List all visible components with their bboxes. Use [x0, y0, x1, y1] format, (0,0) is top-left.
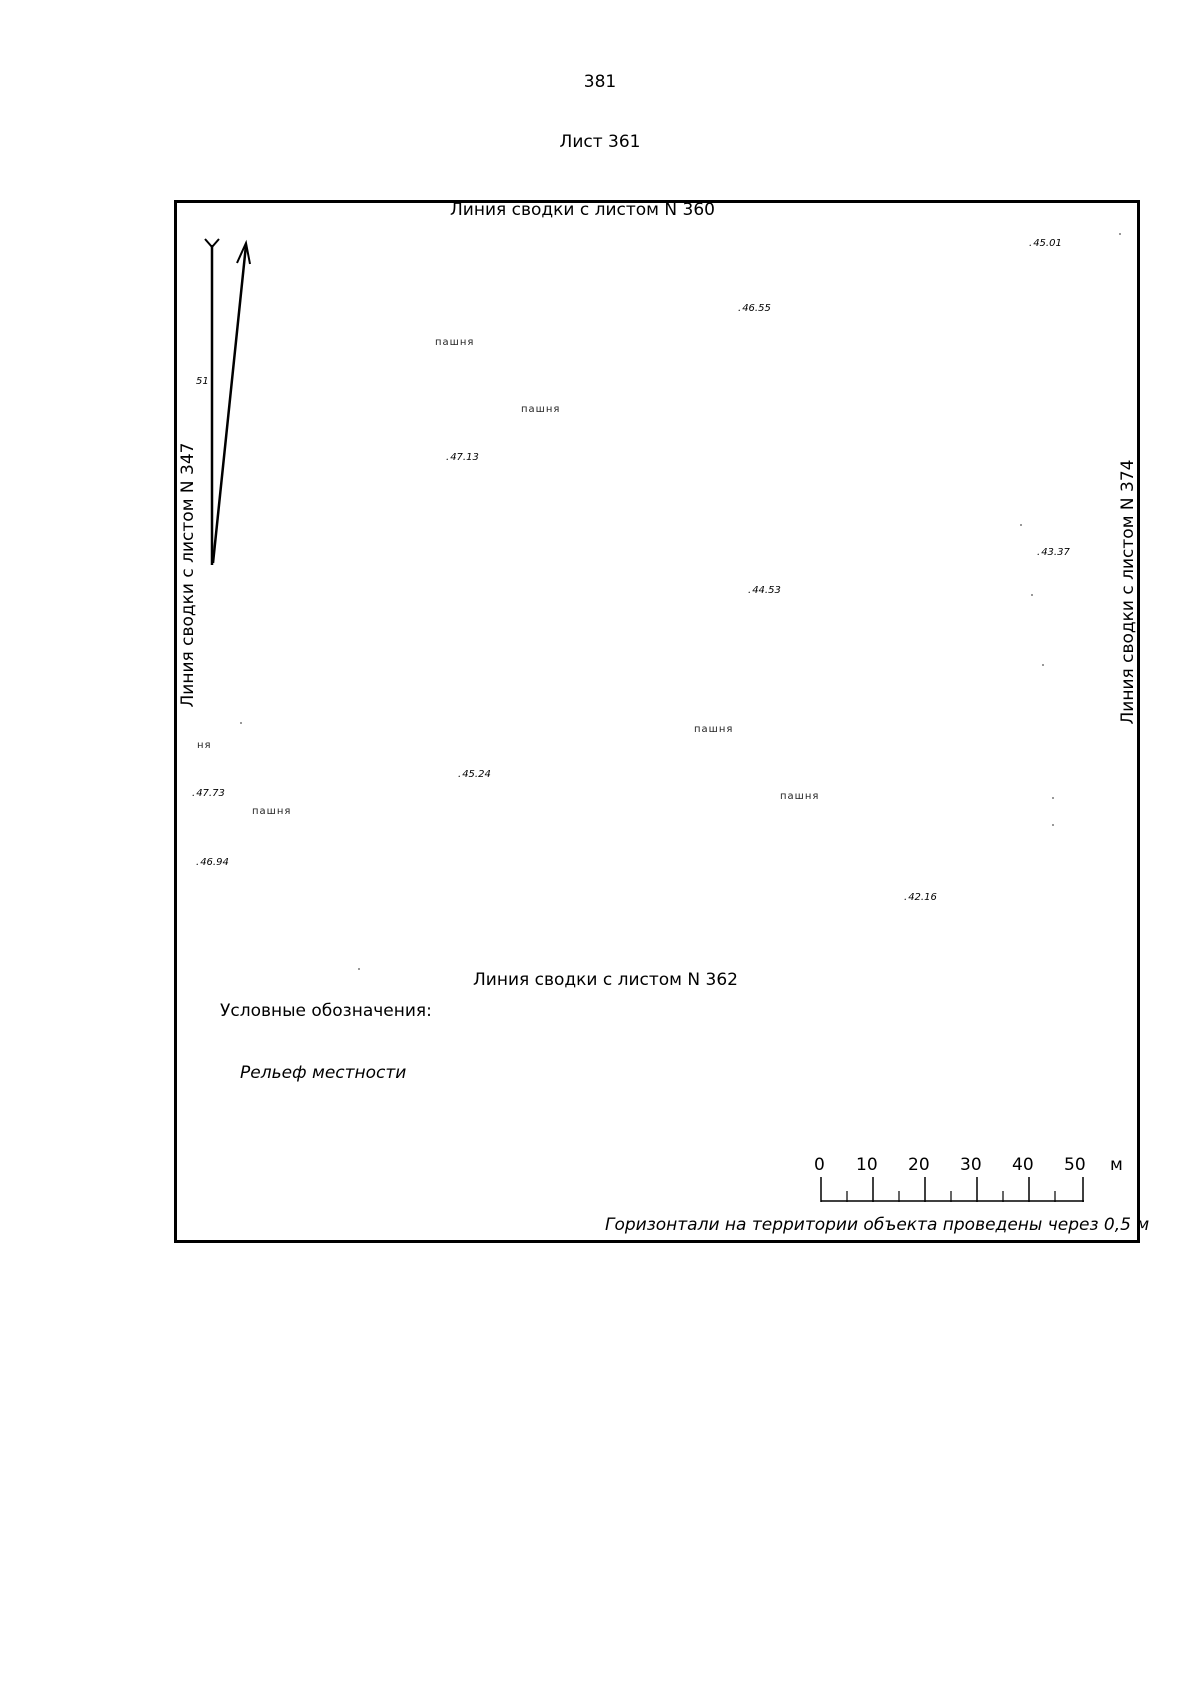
field-label: пашня — [694, 724, 734, 735]
elevation-label: . 46.94 — [196, 857, 229, 868]
field-label: пашня — [521, 404, 561, 415]
field-label: пашня — [435, 337, 475, 348]
elevation-label: . 42.16 — [904, 892, 937, 903]
elevation-label: . 45.24 — [458, 769, 491, 780]
elevation-label: . 46.55 — [738, 303, 771, 314]
edge-label-top: Линия сводки с листом N 360 — [450, 200, 715, 220]
map-frame — [174, 200, 1140, 1243]
edge-label-bottom: Линия сводки с листом N 362 — [473, 970, 738, 990]
sheet-title: Лист 361 — [559, 132, 641, 152]
field-label-fragment: ня — [197, 740, 212, 751]
edge-label-left: Линия сводки с листом N 347 — [178, 442, 198, 708]
legend-title: Условные обозначения: — [220, 1001, 432, 1021]
field-label: пашня — [252, 806, 292, 817]
scale-bar — [814, 1155, 1123, 1205]
map-speck — [1052, 797, 1054, 799]
scale-tick-label: 0 — [814, 1155, 825, 1175]
elevation-label: . 45.01 — [1029, 238, 1062, 249]
elevation-label: . 47.73 — [192, 788, 225, 799]
north-arrow-icon — [200, 235, 260, 570]
map-speck — [1052, 824, 1054, 826]
map-speck — [240, 722, 242, 724]
page-number: 381 — [583, 72, 617, 92]
scale-tick-label: 20 — [908, 1155, 930, 1175]
elevation-label: . 43.37 — [1037, 547, 1070, 558]
map-speck — [1020, 524, 1022, 526]
edge-label-right: Линия сводки с листом N 374 — [1118, 459, 1138, 725]
scale-unit: м — [1110, 1155, 1123, 1175]
scale-tick-label: 30 — [960, 1155, 982, 1175]
contour-interval-note: Горизонтали на территории объекта проведены через 0,5 м — [605, 1215, 1150, 1235]
elevation-label: . 47.13 — [446, 452, 479, 463]
contour-label: 51 — [196, 376, 209, 387]
scale-tick-label: 40 — [1012, 1155, 1034, 1175]
scale-ruler — [820, 1177, 1086, 1205]
field-label: пашня — [780, 791, 820, 802]
map-speck — [1119, 233, 1121, 235]
elevation-label: . 44.53 — [748, 585, 781, 596]
map-speck — [1042, 664, 1044, 666]
legend-item-relief: Рельеф местности — [240, 1063, 407, 1083]
scale-tick-label: 50 — [1064, 1155, 1086, 1175]
map-speck — [1031, 594, 1033, 596]
scale-tick-label: 10 — [856, 1155, 878, 1175]
map-speck — [358, 968, 360, 970]
